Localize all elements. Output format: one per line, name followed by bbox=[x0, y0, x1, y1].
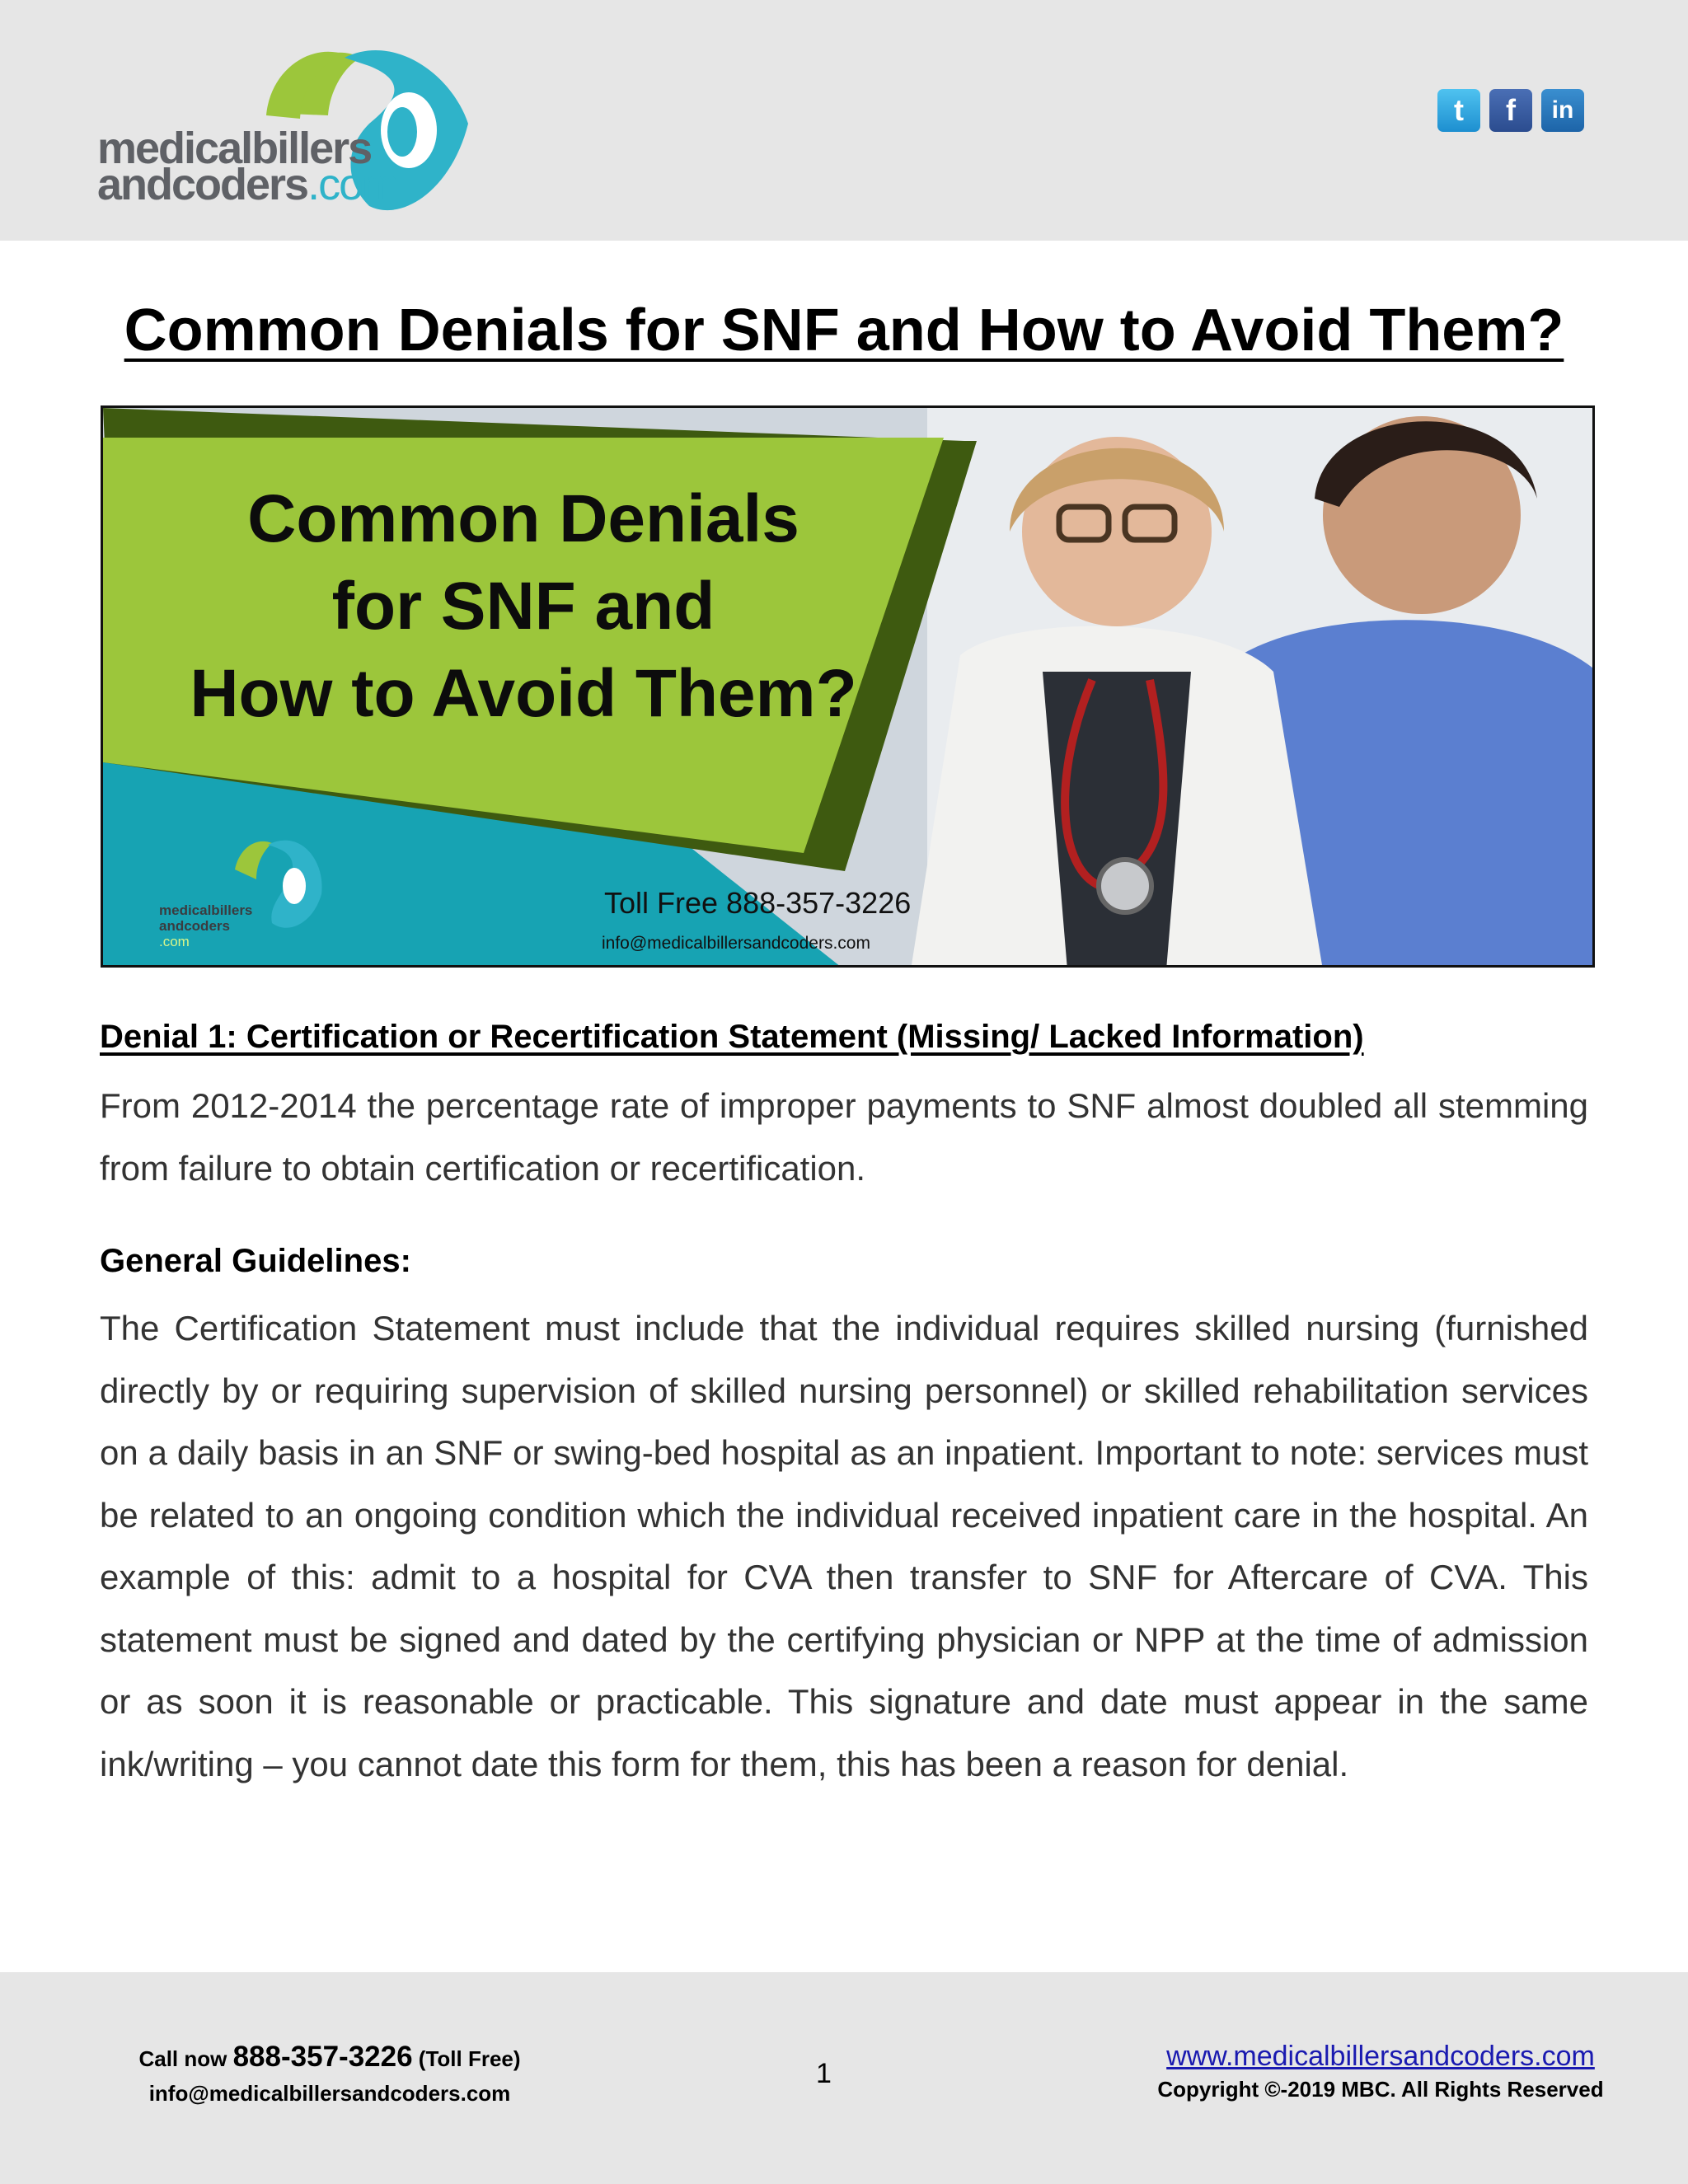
company-logo[interactable] bbox=[97, 33, 485, 223]
banner-title bbox=[111, 476, 935, 738]
hero-banner bbox=[101, 405, 1595, 968]
guidelines-paragraph: The Certification Statement must include that the individual requires skilled nursing (furnished directly by or requiring supervision of skilled nursing personnel) or skilled rehabilitation services on a daily basis in an SNF or swing-bed hospital as an inpatient. Important to note: services must be related to an ongoing condition which the individual received inpatient care in the hospital. An example of this: admit to a hospital for CVA then transfer to SNF for Aftercare of CVA. This statement must be signed and dated by the certifying physician or NPP at the time of admission or as soon it is reasonable or practicable. This signature and date must appear in the same ink/writing – you cannot date this form for them, this has been a reason for denial. bbox=[100, 1309, 1588, 1783]
footer-email[interactable]: info@medicalbillersandcoders.com bbox=[148, 2081, 511, 2106]
banner-title-line-3: How to Avoid Them? bbox=[190, 656, 857, 731]
banner-logo-line-1: medicalbillers bbox=[159, 902, 253, 918]
denial-1-heading: Denial 1: Certification or Recertification Statement (Missing/ Lacked Information) bbox=[100, 1019, 1364, 1055]
banner-phone: Toll Free 888-357-3226 bbox=[604, 886, 912, 920]
banner-email: info@medicalbillersandcoders.com bbox=[602, 934, 870, 953]
footer-phone[interactable]: 888-357-3226 bbox=[232, 2041, 413, 2073]
banner-logo-suffix: .com bbox=[159, 934, 190, 949]
twitter-icon[interactable]: t bbox=[1437, 89, 1480, 132]
linkedin-icon[interactable]: in bbox=[1541, 89, 1584, 132]
logo-wordmark bbox=[97, 124, 398, 209]
denial-1-paragraph: From 2012-2014 the percentage rate of improper payments to SNF almost doubled all stemming from failure to obtain certification or recertification. bbox=[100, 1086, 1588, 1188]
banner-logo-wordmark bbox=[159, 902, 252, 949]
page-number: 1 bbox=[816, 2058, 832, 2089]
logo-suffix: .com bbox=[307, 160, 398, 209]
footer-site bbox=[1146, 2038, 1615, 2104]
banner-logo-line-2: andcoders bbox=[159, 918, 230, 934]
banner-title-line-1: Common Denials bbox=[247, 481, 799, 556]
footer-call-prefix: Call now bbox=[138, 2046, 227, 2071]
banner-title-line-2: for SNF and bbox=[331, 569, 715, 644]
page-header bbox=[0, 0, 1688, 241]
page-footer bbox=[0, 1972, 1688, 2184]
footer-contact bbox=[99, 2040, 560, 2111]
website-link[interactable]: www.medicalbillersandcoders.com bbox=[1166, 2041, 1595, 2072]
logo-line-1: medicalbillers bbox=[97, 124, 372, 173]
logo-line-2: andcoders bbox=[97, 160, 308, 209]
copyright: Copyright ©-2019 MBC. All Rights Reserved bbox=[1157, 2077, 1604, 2102]
page-title: Common Denials for SNF and How to Avoid Them? bbox=[124, 298, 1564, 363]
guidelines-heading: General Guidelines: bbox=[100, 1243, 411, 1279]
footer-toll-free: (Toll Free) bbox=[418, 2046, 521, 2071]
facebook-icon[interactable]: f bbox=[1489, 89, 1532, 132]
